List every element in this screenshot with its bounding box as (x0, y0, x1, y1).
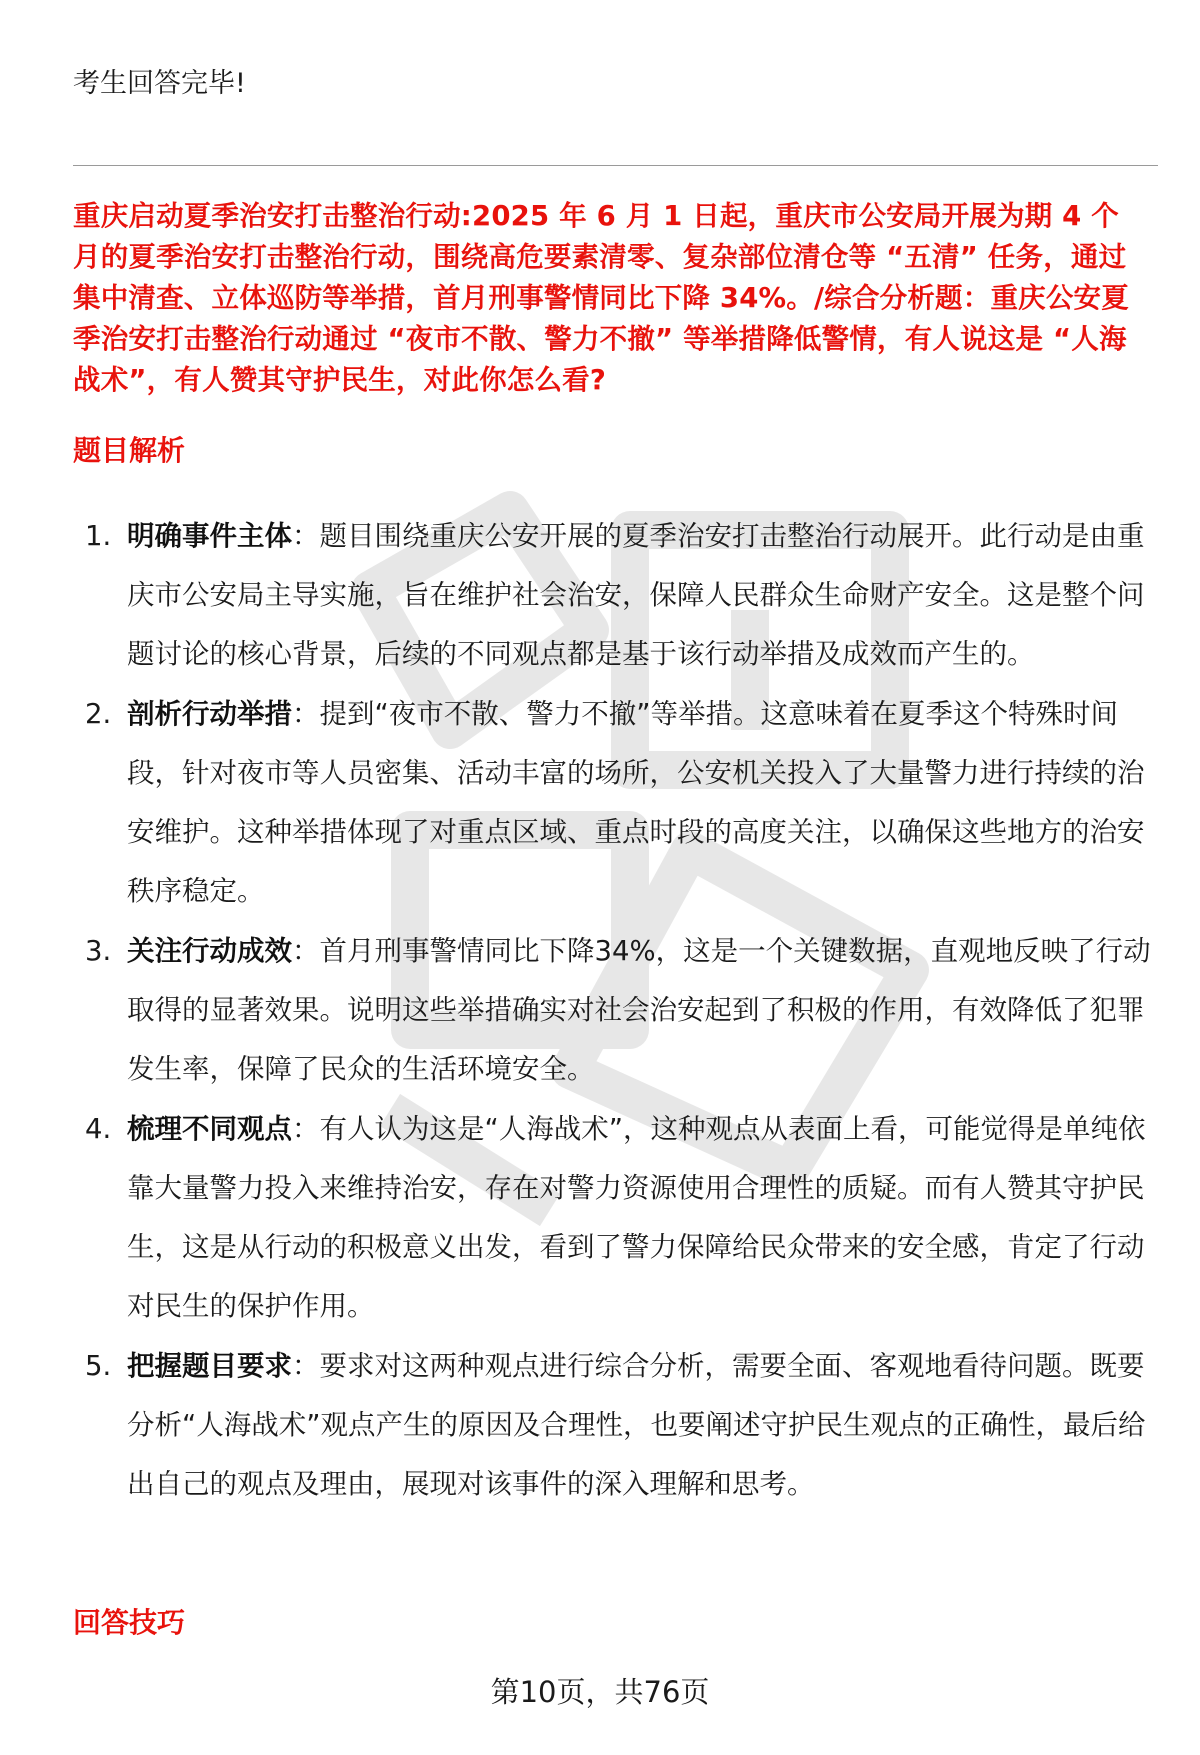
question-text: 重庆启动夏季治安打击整治行动:2025 年 6 月 1 日起，重庆市公安局开展为期 4 个月的夏季治安打击整治行动，围绕高危要素清零、复杂部位清仓等 “五清” 任务，通过集中清查、立体巡防等举措，首月刑事警情同比下降 34%。/综合分析题：重庆公安夏季治安打击整治行动通过 “夜市不散、警力不撤” 等举措降低警情，有人说这是 “人海战术”，有人赞其守护民生，对此你怎么看? (73, 200, 1129, 396)
list-item (73, 685, 1153, 921)
list-item-body: 有人认为这是“人海战术”，这种观点从表面上看，可能觉得是单纯依靠大量警力投入来维持治安，存在对警力资源使用合理性的质疑。而有人赞其守护民生，这是从行动的积极意义出发，看到了警力保障给民众带来的安全感，肯定了行动对民生的保护作用。 (127, 1113, 1146, 1322)
list-item-body: 提到“夜市不散、警力不撤”等举措。这意味着在夏季这个特殊时间段，针对夜市等人员密集、活动丰富的场所，公安机关投入了大量警力进行持续的治安维护。这种举措体现了对重点区域、重点时段的高度关注，以确保这些地方的治安秩序稳定。 (127, 698, 1145, 907)
list-item (73, 1100, 1153, 1336)
analysis-section-title: 题目解析 (73, 434, 186, 467)
list-item-body: 首月刑事警情同比下降34%，这是一个关键数据，直观地反映了行动取得的显著效果。说明这些举措确实对社会治安起到了积极的作用，有效降低了犯罪发生率，保障了民众的生活环境安全。 (127, 935, 1151, 1085)
intro-text: 考生回答完毕! (73, 68, 246, 99)
list-item (73, 507, 1153, 684)
list-item-heading: 把握题目要求 (127, 1350, 292, 1382)
list-item-heading: 梳理不同观点 (127, 1113, 292, 1145)
list-item (73, 922, 1153, 1099)
list-item-separator: ： (292, 1350, 320, 1382)
list-item-number: 5. (85, 1350, 112, 1382)
list-item-number: 3. (85, 935, 112, 967)
section-divider (73, 165, 1158, 166)
list-item-number: 2. (85, 698, 112, 730)
list-item-number: 1. (85, 520, 112, 552)
analysis-list (73, 507, 1153, 1515)
list-item-heading: 关注行动成效 (127, 935, 292, 967)
list-item-body: 题目围绕重庆公安开展的夏季治安打击整治行动展开。此行动是由重庆市公安局主导实施，旨在维护社会治安，保障人民群众生命财产安全。这是整个问题讨论的核心背景，后续的不同观点都是基于该行动举措及成效而产生的。 (127, 520, 1145, 670)
list-item-heading: 剖析行动举措 (127, 698, 292, 730)
list-item-heading: 明确事件主体 (127, 520, 292, 552)
page-number-footer: 第10页，共76页 (490, 1675, 710, 1709)
tips-section-title: 回答技巧 (73, 1606, 186, 1639)
list-item-separator: ： (292, 698, 320, 730)
list-item (73, 1337, 1153, 1514)
list-item-separator: ： (292, 1113, 320, 1145)
list-item-separator: ： (292, 935, 320, 967)
list-item-number: 4. (85, 1113, 112, 1145)
list-item-body: 要求对这两种观点进行综合分析，需要全面、客观地看待问题。既要分析“人海战术”观点产生的原因及合理性，也要阐述守护民生观点的正确性，最后给出自己的观点及理由，展现对该事件的深入理解和思考。 (127, 1350, 1146, 1500)
list-item-separator: ： (292, 520, 320, 552)
